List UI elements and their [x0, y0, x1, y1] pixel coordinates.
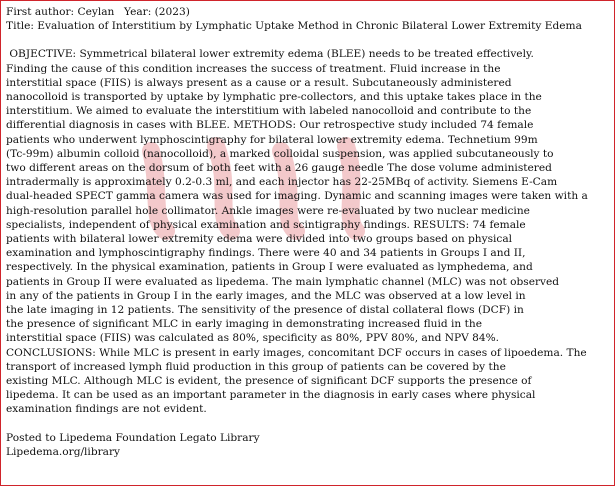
spacer	[6, 33, 610, 47]
abstract-line: existing MLC. Although MLC is evident, the presence of significant DCF supports the presence of	[6, 375, 532, 388]
abstract-line: Finding the cause of this condition increases the success of treatment. Fluid increase in the	[6, 62, 501, 75]
abstract-line: the presence of significant MLC in early imaging in demonstrating increased fluid in the	[6, 318, 482, 331]
first-author: First author: Ceylan	[6, 6, 115, 18]
abstract-line: in any of the patients in Group I in the early images, and the MLC was observed at a low level in	[6, 289, 526, 302]
abstract-line: patients with bilateral lower extremity edema were divided into two groups based on physical	[6, 233, 513, 246]
abstract-line: differential diagnosis in cases with BLEE. METHODS: Our retrospective study included 74 female	[6, 119, 534, 132]
abstract-body	[6, 47, 610, 416]
publication-year: Year: (2023)	[124, 6, 190, 18]
abstract-document	[6, 5, 610, 459]
abstract-line: CONCLUSIONS: While MLC is present in early images, concomitant DCF occurs in cases of lipoedema. The	[6, 346, 587, 359]
abstract-line: respectively. In the physical examination, patients in Group I were evaluated as lymphedema, and	[6, 261, 533, 274]
abstract-line: lipedema. It can be used as an important parameter in the diagnosis in early cases where physical	[6, 389, 536, 402]
paper-title: Title: Evaluation of Interstitium by Lymphatic Uptake Method in Chronic Bilateral Lower Extremity Edema	[6, 20, 582, 33]
abstract-line: specialists, independent of physical examination and scintigraphy findings. RESULTS: 74 female	[6, 218, 526, 231]
abstract-line: patients in Group II were evaluated as lipedema. The main lymphatic channel (MLC) was not observed	[6, 275, 560, 288]
header-meta	[6, 5, 610, 19]
abstract-line: high-resolution parallel hole collimator. Ankle images were re-evaluated by two nuclear medicine	[6, 204, 530, 217]
abstract-line: transport of increased lymph fluid production in this group of patients can be covered by the	[6, 360, 506, 373]
abstract-line: patients who underwent lymphoscintigraphy for bilateral lower extremity edema. Technetium 99m	[6, 133, 538, 146]
abstract-line: interstitial space (FIIS) is always present as a cause or a result. Subcutaneously administered	[6, 76, 512, 89]
abstract-line: two different areas on the dorsum of both feet with a 26 gauge needle The dose volume administered	[6, 162, 552, 175]
abstract-line: interstitium. We aimed to evaluate the interstitium with labeled nanocolloid and contribute to the	[6, 105, 532, 118]
abstract-line: OBJECTIVE: Symmetrical bilateral lower extremity edema (BLEE) needs to be treated effectively.	[6, 48, 534, 61]
spacer	[6, 417, 610, 431]
posted-note: Posted to Lipedema Foundation Legato Library	[6, 431, 260, 444]
abstract-line: the late imaging in 12 patients. The sensitivity of the presence of distal collateral flows (DCF) in	[6, 304, 524, 317]
abstract-line: examination and lymphoscintigraphy findings. There were 40 and 34 patients in Groups I and II,	[6, 247, 526, 260]
abstract-line: examination findings are not evident.	[6, 403, 207, 416]
library-link[interactable]: Lipedema.org/library	[6, 445, 121, 458]
abstract-line: nanocolloid is transported by uptake by lymphatic pre-collectors, and this uptake takes place in the	[6, 91, 542, 104]
abstract-line: (Tc-99m) albumin colloid (nanocolloid), a marked colloidal suspension, was applied subcutaneously to	[6, 147, 554, 160]
abstract-line: interstitial space (FIIS) was calculated as 80%, specificity as 80%, PPV 80%, and NPV 84%.	[6, 332, 500, 345]
abstract-line: intradermally is approximately 0.2-0.3 ml, and each injector has 22-25MBq of activity. Siemens E-Cam	[6, 176, 558, 189]
abstract-line: dual-headed SPECT gamma camera was used for imaging. Dynamic and scanning images were taken with a	[6, 190, 588, 203]
